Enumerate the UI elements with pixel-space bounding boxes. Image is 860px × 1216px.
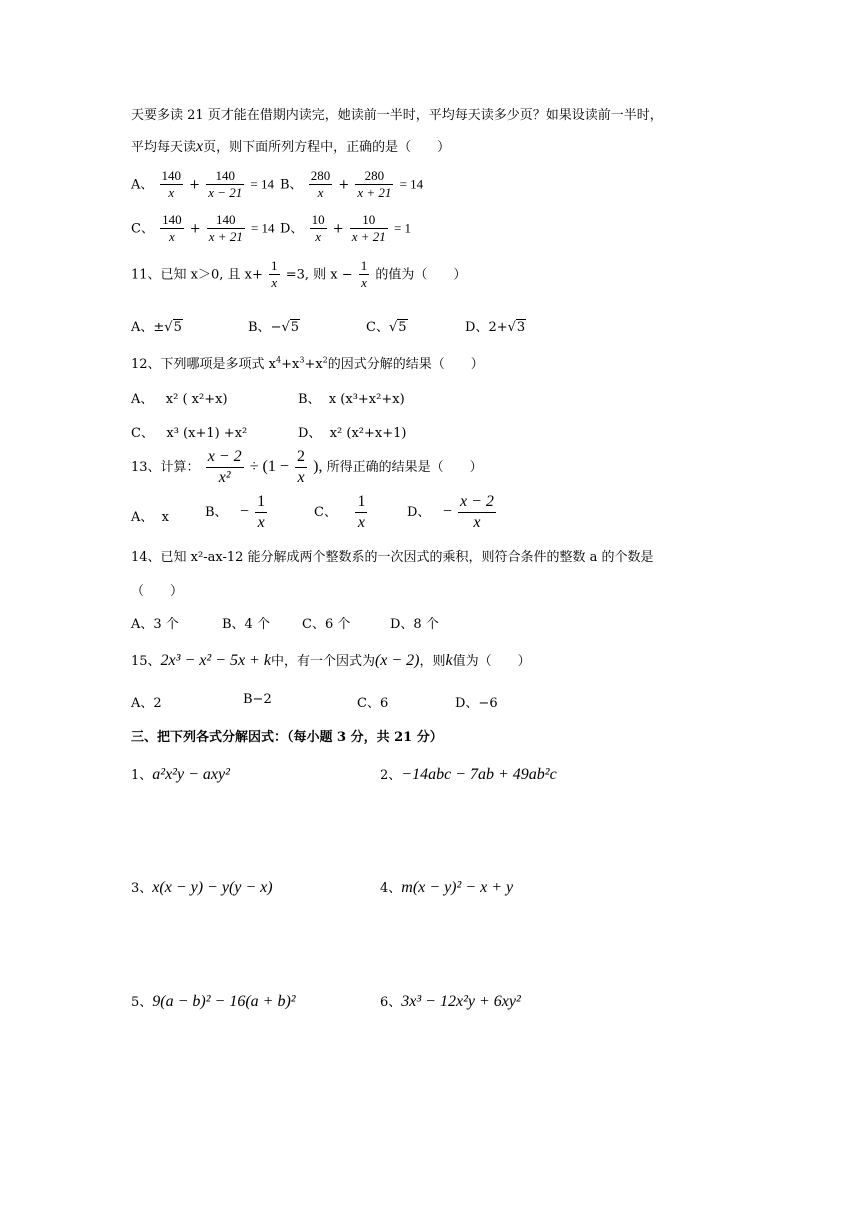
q11-option-a: A、±√5 bbox=[131, 320, 182, 335]
factor-item-2: 2、−14abc − 7ab + 49ab²c bbox=[380, 766, 557, 783]
q15-option-c: C、6 bbox=[357, 696, 389, 711]
q15-option-a: A、2 bbox=[131, 696, 162, 711]
q12-option-a: A、 x² ( x²+x) bbox=[131, 392, 228, 407]
q10-option-a: A、 $\frac{140}{x}$ + $\frac{140}{x - 21}$ = 14 bbox=[131, 168, 274, 201]
q11-option-c: C、√5 bbox=[366, 320, 407, 335]
q13-option-d: D、 − $\frac{x - 2}{x}$ bbox=[407, 493, 494, 531]
factor-item-3: 3、x(x − y) − y(y − x) bbox=[131, 879, 273, 896]
factor-item-4: 4、m(x − y)² − x + y bbox=[380, 879, 514, 896]
q10-option-d: D、 $\frac{10}{x}$ + $\frac{10}{x + 21}$ = 1 bbox=[280, 212, 412, 245]
q14-option-c: C、6 个 bbox=[302, 617, 351, 632]
factor-item-6: 6、3x³ − 12x²y + 6xy² bbox=[380, 993, 521, 1010]
q11-option-d: D、2+√3 bbox=[465, 320, 526, 335]
q13-option-b: B、 − $\frac{1}{x}$ bbox=[205, 493, 266, 531]
q12-option-b: B、 x (x³+x²+x) bbox=[298, 392, 405, 407]
q14-option-a: A、3 个 bbox=[131, 617, 179, 632]
q15-option-b: B−2 bbox=[243, 692, 272, 707]
q10-option-b: B、 $\frac{280}{x}$ + $\frac{280}{x + 21}$ = 14 bbox=[280, 168, 424, 201]
q11-option-b: B、−√5 bbox=[248, 320, 300, 335]
q12-stem: 12、下列哪项是多项式 $x^4+x^3+x^2$的因式分解的结果（ ） bbox=[131, 355, 484, 372]
q12-option-c: C、 x³ (x+1) +x² bbox=[131, 426, 248, 441]
factor-item-5: 5、9(a − b)² − 16(a + b)² bbox=[131, 993, 296, 1010]
q13-option-a: A、 x bbox=[131, 510, 169, 525]
q13-stem: 13、计算： $\frac{x - 2}{\text{x²}}$ ÷ (1 − $\frac{2}{x}$ ), 所得正确的结果是（ ） bbox=[131, 448, 483, 486]
q15-stem: 15、2x³ − x² − 5x + k中，有一个因式为(x − 2)，则k值为（ ） bbox=[131, 652, 531, 669]
q11-stem: 11、已知 x＞0, 且 x+ $\frac{1}{x}$ =3, 则 x − $\frac{1}{x}$ 的值为（ ） bbox=[131, 258, 467, 291]
factor-item-1: 1、a²x²y − axy² bbox=[131, 766, 230, 783]
q14-stem-line1: 14、已知 x²-ax-12 能分解成两个整数系的一次因式的乘积，则符合条件的整数 a 的个数是 bbox=[131, 550, 654, 565]
q15-option-d: D、−6 bbox=[455, 696, 498, 711]
q14-stem-line2: （ ） bbox=[131, 584, 184, 599]
q12-option-d: D、 x² (x²+x+1) bbox=[298, 426, 407, 441]
q14-option-b: B、4 个 bbox=[222, 617, 270, 632]
q13-option-c: C、 $\frac{1}{x}$ bbox=[314, 493, 366, 531]
q10-option-c: C、 $\frac{140}{x}$ + $\frac{140}{x + 21}$ = 14 bbox=[131, 212, 275, 245]
q10-stem-line1: 天要多读 21 页才能在借期内读完，她读前一半时，平均每天读多少页？如果设读前一半时， bbox=[131, 108, 663, 123]
q10-stem-line2: 平均每天读x页，则下面所列方程中，正确的是（ ） bbox=[131, 138, 451, 155]
q14-option-d: D、8 个 bbox=[390, 617, 439, 632]
section-3-heading: 三、把下列各式分解因式：（每小题 3 分，共 21 分） bbox=[131, 730, 443, 745]
